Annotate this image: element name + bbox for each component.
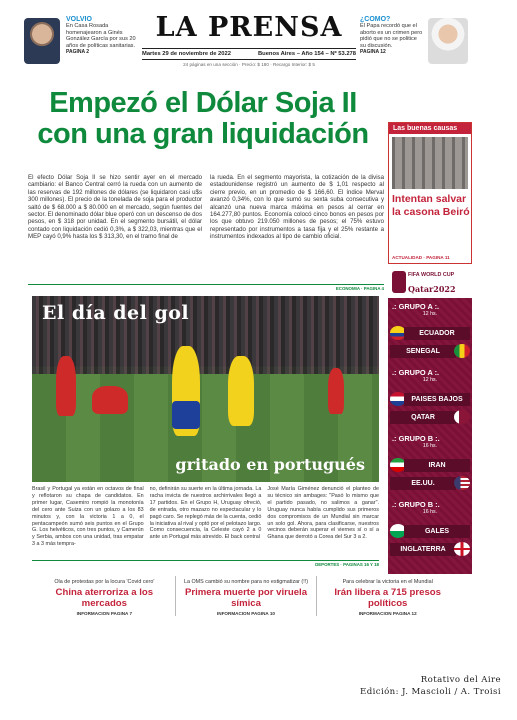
team-wales: GALES bbox=[404, 525, 470, 538]
sports-section-tag: DEPORTES · PAGINAS 16 Y 18 bbox=[32, 560, 379, 567]
band-kicker: La OMS cambió su nombre para no estigmatizar (!!) bbox=[183, 579, 309, 585]
dateline bbox=[142, 48, 356, 60]
credit-line: Rotativo del Aire bbox=[420, 675, 501, 685]
team-iran: IRAN bbox=[404, 459, 470, 472]
usa-flag-icon bbox=[454, 476, 470, 490]
sports-column: José María Giménez denunció el planteo de su técnico sin ambages: "Pasó lo mismo que el partido pasado, no salimos a ganar". Uruguay nunca había cumplido sus primeros dos compromisos de un Mundial sin marcar un solo gol. Ahora, para clasificarse, nuestros vecinos deberán superar el viernes sí o sí a Ghana que derrotó a Corea del Sur 3 a 2. bbox=[267, 486, 380, 541]
team-england: INGLATERRA bbox=[390, 543, 456, 556]
main-headline[interactable]: Empezó el Dólar Soja II con una gran liquidación bbox=[37, 87, 369, 150]
fixtures-panel bbox=[388, 298, 472, 574]
lead-section-tag: ECONOMIA · PAGINA 4 bbox=[28, 284, 384, 291]
teaser-right-tag: PAGINA 12 bbox=[360, 49, 386, 56]
qatar-flag-icon bbox=[454, 410, 470, 424]
senegal-flag-icon bbox=[454, 344, 470, 358]
band-title: Irán libera a 715 presos políticos bbox=[334, 587, 441, 609]
group-header bbox=[388, 500, 472, 515]
band-kicker: Para celebrar la victoria en el Mundial bbox=[342, 579, 433, 585]
issue-date: Martes 29 de noviembre de 2022 bbox=[142, 51, 231, 57]
group-name: .: GRUPO A :. bbox=[392, 368, 440, 377]
teaser-right-text: El Papa recordó que el aborto es un crimen pero pidió que no se politice su discusión. bbox=[360, 23, 423, 49]
pope-photo bbox=[428, 18, 468, 64]
world-cup-panel[interactable] bbox=[388, 268, 472, 574]
price-line: 24 páginas en una sección · Precio: $ 180 · Recargo Interior: $ 5 bbox=[183, 62, 315, 67]
team-qatar: QATAR bbox=[390, 411, 456, 424]
player-brazil bbox=[228, 356, 254, 426]
player-brazil-shorts bbox=[172, 401, 200, 429]
football-photo[interactable] bbox=[32, 296, 379, 482]
lead-article bbox=[28, 174, 384, 241]
issue-edition: Buenos Aires – Año 154 – Nº 53.278 bbox=[257, 51, 356, 57]
band-title: China aterroriza a los mercados bbox=[55, 587, 154, 609]
good-causes-box[interactable] bbox=[388, 122, 472, 264]
band-tag: INFORMACION PAGINA 10 bbox=[217, 611, 275, 616]
mansion-photo bbox=[392, 137, 468, 189]
teaser-right[interactable] bbox=[360, 16, 470, 72]
good-causes-title: Intentan salvar la casona Beiró bbox=[392, 193, 470, 218]
match-time: 16 hs. bbox=[422, 509, 438, 515]
credit-line: Edición: J. Mascioli / A. Troisi bbox=[360, 687, 501, 697]
team-ecuador: ECUADOR bbox=[404, 327, 470, 340]
politician-photo bbox=[24, 18, 60, 64]
band-story[interactable] bbox=[34, 576, 175, 616]
good-causes-tag: ACTUALIDAD · PAGINA 11 bbox=[392, 255, 450, 260]
band-tag: INFORMACION PAGINA 7 bbox=[76, 611, 133, 616]
band-tag: INFORMACION PAGINA 12 bbox=[358, 611, 417, 616]
sports-article bbox=[32, 486, 379, 548]
team-netherlands: PAISES BAJOS bbox=[404, 393, 470, 406]
lead-column: El efecto Dólar Soja II se hizo sentir ayer en el mercado cambiario: el Banco Central cerró la rueda con un aumento de las reservas de 192 millones de dólares (se liquidaron casi u$s 300 millones). El precio de la tonelada de soja para el productor saltó de $ 68.000 a $ 80.000 en el mercado, según fuentes del sector. El denominado dólar blue operó con un descenso de dos pesos, en $ 318 por unidad. En el segmento bursátil, el dólar contado con liquidación cedió 0,3%, a $ 322,03, mientras que el MEP cayó 0,9% hasta los $ 313,30, en el tramo final de bbox=[28, 174, 202, 241]
world-cup-brand: FIFA WORLD CUP bbox=[408, 272, 455, 278]
player-swiss bbox=[92, 386, 128, 414]
england-flag-icon bbox=[454, 542, 470, 556]
sports-column: Brasil y Portugal ya están en octavos de final y reflotaron su chapa de candidatos. En primer lugar, Casemiro rompió la monotonía del cero ante Suiza con un golazo a los 83 minutos y, con la victoria 1 a 0, el pentacampeón sumó seis puntos en el Grupo G. Los helvéticos, con tres puntos, y Camerún y Serbia, ambos con una unidad, tras empatar 3 a 3 más tempra- bbox=[32, 486, 144, 548]
team-usa: EE.UU. bbox=[390, 477, 456, 490]
front-page bbox=[16, 8, 474, 692]
band-kicker: Ola de protestas por la locura 'Covid cero' bbox=[54, 579, 155, 585]
newspaper-logo: LA PRENSA bbox=[155, 12, 343, 43]
world-cup-host: Qatar2022 bbox=[408, 284, 456, 294]
player-swiss bbox=[56, 356, 76, 416]
sports-column: no, definirán su suerte en la última jornada. La racha invicta de nuestros archirrivales llegó a 17 partidos. En el Grupo H, Uruguay ofreció, de entrada, otro mazazo no espectacular y lo pagó caro. Se replegó más de la cuenta, cedió la iniciativa al rival y optó por el pelotazo largo. Como consecuencia, la Celeste cayó 2 a 0 ante un Portugal más atrevido. El back central bbox=[149, 486, 262, 541]
bottom-news-band bbox=[34, 576, 458, 616]
photo-caption-top: El día del gol bbox=[42, 302, 190, 324]
team-senegal: SENEGAL bbox=[390, 345, 456, 358]
trophy-icon bbox=[392, 271, 406, 293]
group-name: .: GRUPO B :. bbox=[392, 500, 440, 509]
match-time: 12 hs. bbox=[422, 377, 438, 383]
teaser-left-text: En Casa Rosada homenajearon a Ginés González García por sus 20 años de políticas sanitarias. bbox=[66, 23, 136, 49]
credit bbox=[360, 674, 501, 698]
player-swiss bbox=[328, 368, 344, 414]
teaser-left[interactable] bbox=[24, 16, 134, 72]
group-header bbox=[388, 368, 472, 383]
group-name: .: GRUPO B :. bbox=[392, 434, 440, 443]
world-cup-logo bbox=[388, 268, 472, 296]
band-title: Primera muerte por viruela símica bbox=[184, 587, 308, 609]
band-story[interactable] bbox=[316, 576, 458, 616]
teaser-right-title: ¿COMO? bbox=[360, 16, 391, 23]
match-time: 12 hs. bbox=[422, 311, 438, 317]
photo-caption-bottom: gritado en portugués bbox=[175, 455, 365, 474]
band-story[interactable] bbox=[175, 576, 317, 616]
group-header bbox=[388, 302, 472, 317]
match-time: 16 hs. bbox=[422, 443, 438, 449]
lead-column: la rueda. En el segmento mayorista, la cotización de la divisa estadounidense registró un aumento de $ 1,01 respecto al cierre previo, en un promedio de $ 166,60. El índice Merval avanzó 0,34%, con lo que sumó su sexta suba consecutiva y alcanzó una nueva marca máxima en pesos al cerrar en 164.277,80 puntos. Economía colocó cinco bonos en pesos por los que obtuvo 219.050 millones de pesos; el 75% estuvo representado por instrumentos a tasa fija y el 25% restante a instrumentos indexados al tipo de cambio oficial. bbox=[210, 174, 384, 241]
group-name: .: GRUPO A :. bbox=[392, 302, 440, 311]
teaser-left-tag: PAGINA 2 bbox=[66, 49, 90, 56]
good-causes-header: Las buenas causas bbox=[389, 123, 471, 134]
teaser-left-title: VOLVIO bbox=[66, 16, 92, 23]
group-header bbox=[388, 434, 472, 449]
